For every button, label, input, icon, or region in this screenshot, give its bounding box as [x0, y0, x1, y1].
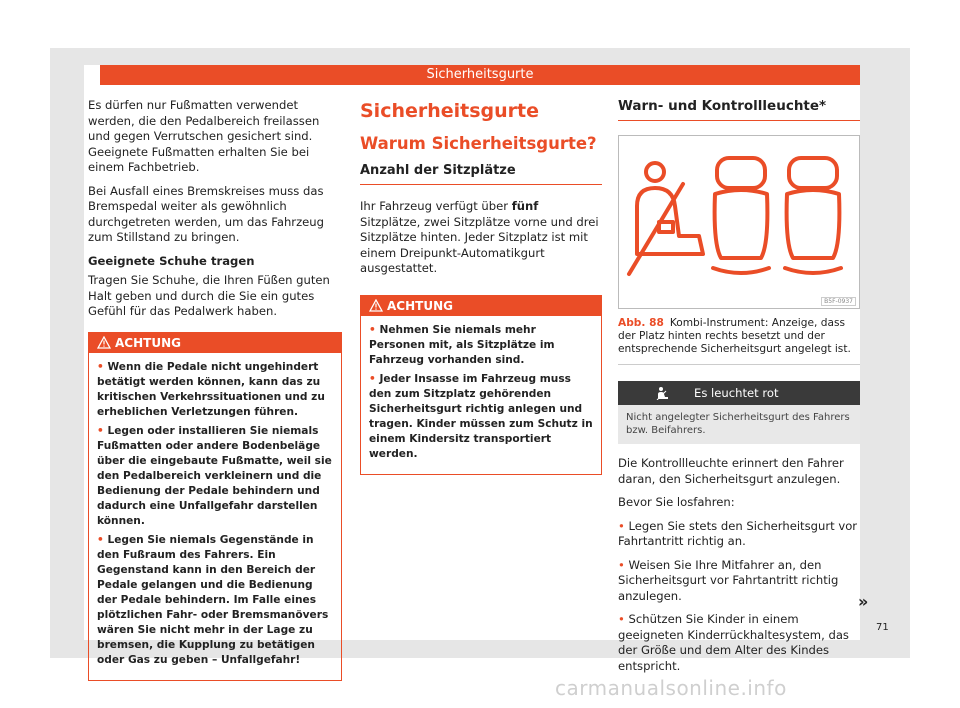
figure-caption: Abb. 88 Kombi-Instrument: Anzeige, dass der Platz hinten rechts besetzt und der entsprechende Sicherheitsgurt angelegt ist. — [618, 317, 860, 365]
column-1 — [88, 98, 342, 681]
paragraph: Es dürfen nur Fußmatten verwendet werden, die den Pedalbereich freilassen und gegen Verrutschen gesichert sind. Geeignete Fußmatten erhalten Sie bei einem Fachbetrieb. — [88, 98, 320, 174]
warning-title: ACHTUNG — [387, 298, 453, 313]
warning-box — [88, 332, 342, 681]
seatbelt-figure — [618, 135, 860, 309]
paragraph: Bevor Sie losfahren: — [618, 495, 735, 509]
list-item: • Legen Sie stets den Sicherheitsgurt vor Fahrtantritt richtig an. — [618, 518, 858, 548]
warning-triangle-icon — [369, 299, 383, 312]
subheading: Geeignete Schuhe tragen — [88, 253, 255, 268]
lamp-header — [618, 381, 860, 405]
paragraph: Bei Ausfall eines Bremskreises muss das Bremspedal weiter als gewöhnlich durchgetreten werden, um das Fahrzeug zum Stillstand zu bringen. — [88, 183, 324, 244]
lamp-description: Nicht angelegter Sicherheitsgurt des Fahrers bzw. Beifahrers. — [618, 405, 860, 444]
paragraph: Die Kontrollleuchte erinnert den Fahrer daran, den Sicherheitsgurt anzulegen. — [618, 456, 844, 486]
warning-box — [360, 295, 602, 475]
lamp-title: Es leuchtet rot — [694, 386, 779, 400]
warning-header — [361, 296, 601, 316]
warning-header — [89, 333, 341, 353]
warning-item: • Legen oder installieren Sie niemals Fußmatten oder andere Bodenbeläge über die eingebaute Fußmatte, weil sie den Pedalbereich verkleinern und die Bedienung der Pedale behindern und dadurch eine Unfallgefahr darstellen können. — [97, 424, 332, 527]
subsection-title: Anzahl der Sitzplätze — [360, 163, 602, 185]
column-3 — [618, 98, 860, 682]
column-2 — [360, 98, 602, 475]
paragraph: Ihr Fahrzeug verfügt über fünf Sitzplätze, zwei Sitzplätze vorne und drei Sitzplätze hinten. Jeder Sitzplatz ist mit einem Dreipunkt-Automatikgurt ausgestattet. — [360, 199, 599, 275]
watermark: carmanualsonline.info — [555, 676, 787, 700]
warning-title: ACHTUNG — [115, 335, 181, 350]
warning-item: • Nehmen Sie niemals mehr Personen mit, als Sitzplätze im Fahrzeug vorhanden sind. — [369, 323, 555, 366]
seatbelt-seats-icon — [619, 136, 859, 306]
warning-body — [89, 353, 341, 680]
paragraph: Tragen Sie Schuhe, die Ihren Füßen guten Halt geben und durch die Sie ein gutes Gefühl für das Pedalwerk haben. — [88, 273, 330, 318]
warning-body — [361, 316, 601, 474]
subsection-title: Warn- und Kontrollleuchte* — [618, 98, 860, 121]
warning-item: • Jeder Insasse im Fahrzeug muss den zum Sitzplatz gehörenden Sicherheitsgurt richtig anlegen und tragen. Kinder müssen zum Schutz in einem Kindersitz transportiert werden. — [369, 372, 593, 460]
chapter-title: Sicherheitsgurte — [360, 100, 540, 122]
warning-item: • Legen Sie niemals Gegenstände in den Fußraum des Fahrers. Ein Gegenstand kann in den Bereich der Pedale gelangen und die Bedienung der Pedale behindern. Im Falle eines plötzlichen Fahr- oder Bremsmanövers wären Sie nicht mehr in der Lage zu bremsen, die Kupplung zu betätigen oder Gas zu geben – Unfallgefahr! — [97, 533, 329, 666]
page-header: Sicherheitsgurte — [100, 65, 860, 85]
seatbelt-warning-icon — [656, 386, 670, 400]
section-title: Warum Sicherheitsgurte? — [360, 134, 597, 153]
continue-arrow: » — [858, 592, 869, 611]
page-number: 71 — [876, 622, 889, 633]
warning-triangle-icon — [97, 336, 111, 349]
list-item: • Schützen Sie Kinder in einem geeigneten Kinderrückhaltesystem, das der Größe und dem Alter des Kindes entspricht. — [618, 612, 849, 673]
list-item: • Weisen Sie Ihre Mitfahrer an, den Sicherheitsgurt vor Fahrtantritt richtig anzulegen. — [618, 557, 839, 603]
figure-tag: B5F-0937 — [821, 297, 856, 306]
warning-item: • Wenn die Pedale nicht ungehindert betätigt werden können, kann das zu kritischen Verkehrssituationen und zu erheblichen Verletzungen führen. — [97, 360, 325, 418]
